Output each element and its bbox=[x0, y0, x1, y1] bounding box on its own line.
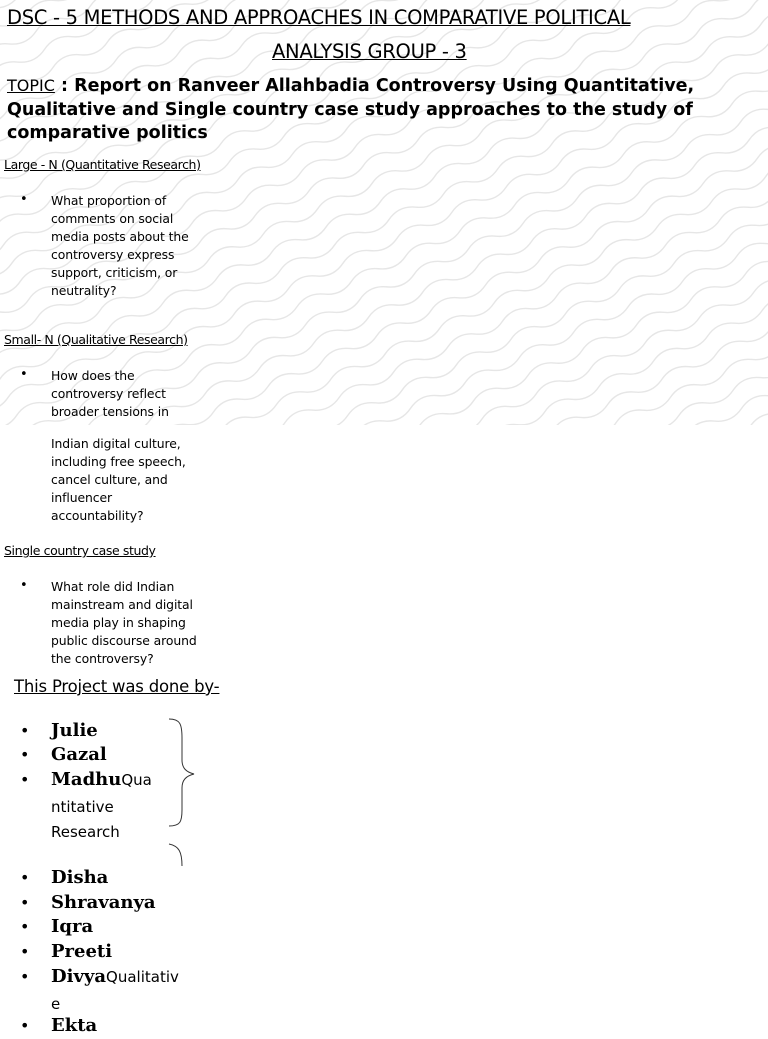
section-heading-small-n: Small- N (Qualitative Research) bbox=[4, 332, 188, 347]
member-item bbox=[20, 769, 152, 793]
bullet-marker: • bbox=[20, 917, 30, 936]
topic-paragraph bbox=[7, 74, 765, 146]
research-question-small-n-part-1: How does the controversy reflect broader tensions in bbox=[51, 368, 169, 419]
document-title-line-1: DSC - 5 METHODS AND APPROACHES IN COMPARATIVE POLITICAL bbox=[7, 6, 631, 29]
research-question-large-n: What proportion of comments on social media posts about the controversy express support, criticism, or neutrality? bbox=[51, 193, 189, 298]
member-name: Shravanya bbox=[51, 892, 156, 913]
member-name: Madhu bbox=[51, 769, 122, 790]
team-heading: This Project was done by- bbox=[14, 677, 220, 696]
group-tag-continued: Research bbox=[51, 823, 120, 841]
bullet-marker: • bbox=[20, 367, 28, 382]
member-name: Julie bbox=[51, 720, 98, 741]
topic-text: Report on Ranveer Allahbadia Controversy Using Quantitative, Qualitative and Single country case study approaches to the study of comparative politics bbox=[7, 76, 695, 143]
topic-separator: : bbox=[54, 76, 75, 96]
bullet-marker: • bbox=[20, 192, 28, 207]
section-heading-single-country: Single country case study bbox=[4, 543, 156, 558]
member-item bbox=[20, 966, 179, 990]
brace-icon bbox=[166, 716, 200, 876]
bullet-marker: • bbox=[20, 578, 28, 593]
member-name: Iqra bbox=[51, 916, 94, 937]
group-tag-inline: Qua bbox=[121, 771, 152, 789]
member-item bbox=[20, 892, 156, 916]
member-name: Preeti bbox=[51, 941, 113, 962]
bullet-marker: • bbox=[20, 868, 30, 887]
document-title-line-2: ANALYSIS GROUP - 3 bbox=[272, 40, 467, 63]
bullet-marker: • bbox=[20, 967, 30, 986]
member-name: Divya bbox=[51, 966, 107, 987]
topic-label: TOPIC bbox=[7, 76, 55, 95]
member-item-cut-off bbox=[20, 1015, 97, 1039]
bullet-marker: • bbox=[20, 770, 30, 789]
member-item bbox=[20, 916, 93, 940]
research-question-single-country: What role did Indian mainstream and digital media play in shaping public discourse around the controversy? bbox=[51, 579, 197, 666]
bullet-marker: • bbox=[20, 1016, 30, 1035]
group-tag-continued: ntitative bbox=[51, 798, 114, 816]
group-tag-inline: Qualitativ bbox=[106, 968, 179, 986]
member-name: Ekta bbox=[51, 1015, 98, 1036]
group-tag-continued: e bbox=[51, 995, 61, 1013]
bullet-marker: • bbox=[20, 721, 30, 740]
member-item bbox=[20, 720, 98, 744]
section-heading-large-n: Large - N (Quantitative Research) bbox=[4, 157, 201, 172]
bullet-marker: • bbox=[20, 942, 30, 961]
research-question-small-n-part-2: Indian digital culture, including free speech, cancel culture, and influencer accountability? bbox=[51, 436, 186, 523]
member-name: Disha bbox=[51, 867, 109, 888]
member-item bbox=[20, 867, 108, 891]
bullet-marker: • bbox=[20, 745, 30, 764]
member-item bbox=[20, 744, 107, 768]
member-name: Gazal bbox=[51, 744, 107, 765]
bullet-marker: • bbox=[20, 893, 30, 912]
member-item bbox=[20, 941, 112, 965]
